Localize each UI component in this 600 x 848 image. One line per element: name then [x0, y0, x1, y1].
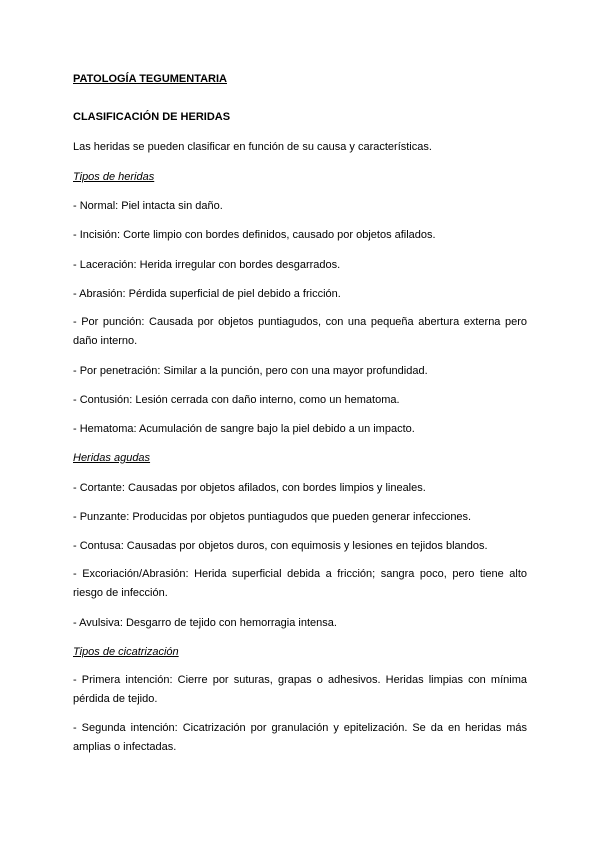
- list-item: - Contusión: Lesión cerrada con daño interno, como un hematoma.: [73, 394, 400, 406]
- intro-paragraph: Las heridas se pueden clasificar en función de su causa y características.: [73, 141, 432, 153]
- subheading-tipos-cicatrizacion: Tipos de cicatrización: [73, 646, 179, 658]
- section-heading: CLASIFICACIÓN DE HERIDAS: [73, 111, 231, 123]
- list-item: - Normal: Piel intacta sin daño.: [73, 200, 223, 212]
- list-item: - Primera intención: Cierre por suturas, grapas o adhesivos. Heridas limpias con mínima pérdida de tejido.: [73, 674, 527, 705]
- list-item: - Excoriación/Abrasión: Herida superficial debida a fricción; sangra poco, pero tiene alto riesgo de infección.: [73, 568, 527, 599]
- list-item: - Cortante: Causadas por objetos afilados, con bordes limpios y lineales.: [73, 482, 426, 494]
- document-title: PATOLOGÍA TEGUMENTARIA: [73, 73, 227, 85]
- list-item: - Avulsiva: Desgarro de tejido con hemorragia intensa.: [73, 617, 337, 629]
- list-item: - Punzante: Producidas por objetos puntiagudos que pueden generar infecciones.: [73, 511, 472, 523]
- list-item: - Incisión: Corte limpio con bordes definidos, causado por objetos afilados.: [73, 229, 436, 241]
- list-item: - Contusa: Causadas por objetos duros, con equimosis y lesiones en tejidos blandos.: [73, 540, 488, 552]
- subheading-heridas-agudas: Heridas agudas: [73, 452, 151, 464]
- subheading-tipos-heridas: Tipos de heridas: [73, 171, 155, 183]
- list-item: - Abrasión: Pérdida superficial de piel debido a fricción.: [73, 288, 341, 300]
- list-item: - Laceración: Herida irregular con bordes desgarrados.: [73, 259, 341, 271]
- list-item: - Por punción: Causada por objetos puntiagudos, con una pequeña abertura externa pero daño interno.: [73, 316, 527, 347]
- list-item: - Segunda intención: Cicatrización por granulación y epitelización. Se da en heridas más amplias o infectadas.: [73, 722, 527, 753]
- list-item: - Por penetración: Similar a la punción, pero con una mayor profundidad.: [73, 365, 428, 377]
- list-item: - Hematoma: Acumulación de sangre bajo la piel debido a un impacto.: [73, 423, 415, 435]
